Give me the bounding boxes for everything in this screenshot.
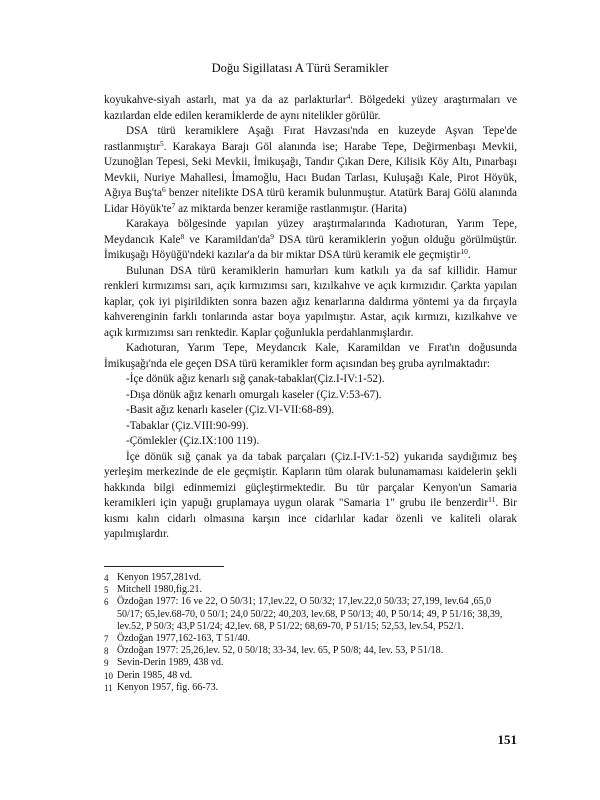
paragraph-6: [104, 450, 517, 543]
paragraph-text: İçe dönük sığ çanak ya da tabak parçaları (Çiz.I-IV:1-52) yukarıda saydığımız beş yerleşim merkezinde de ele geçmiştir. Kapların tüm olarak bulunamaması kaidelerin şekli hakkında bilgi edinmemizi güçleştirmektedir. Bu tür parçalar Kenyon'un Samaria keramikleri için yapuğı gruplamaya uygun olarak "Samaria 1" grubu ile benzerdir: [104, 450, 517, 509]
footnote-number: 9: [104, 658, 109, 669]
paragraph-3: [104, 217, 517, 264]
footnote-text: Özdoğan 1977: 16 ve 22, O 50/31; 17,lev.22, O 50/32; 17,lev.22,0 50/33; 27,199, lev.64 ,65,0 50/17; 65,lev.68-70, 0 50/1; 24,0 50/22; 40,203, lev.68, P 50/13; 40, P 50/14; 49, P 51/16; 38,39, lev.52, P 50/3; 43,P 51/24; 42,lev. 68, P 51/22; 68,69-70, P 51/15; 52,53, lev.54, P52/1.: [117, 596, 503, 632]
footnote-ref: 11: [488, 495, 496, 504]
running-header: Doğu Sigillatası A Türü Seramikler: [211, 61, 389, 75]
footnote-ref: 10: [460, 247, 468, 256]
list-item: -İçe dönük ağız kenarlı sığ çanak-tabaklar(Çiz.I-IV:1-52).: [126, 373, 385, 385]
footnote-number: 5: [104, 585, 109, 596]
paragraph-text: ve Karamildan'da: [184, 233, 271, 246]
footnote-text: Kenyon 1957,281vd.: [117, 572, 202, 583]
footnote-text: Özdoğan 1977,162-163, T 51/40.: [117, 633, 250, 645]
footnote-number: 7: [104, 634, 109, 645]
main-text: [104, 93, 517, 543]
footnote: [104, 682, 517, 694]
paragraph-2: [104, 124, 517, 217]
footnote-ref: 8: [180, 231, 185, 241]
footnote-number: 4: [104, 573, 109, 583]
paragraph-5: Kadıoturan, Yarım Tepe, Meydancık Kale, Karamildan ve Fırat'ın doğusunda İmikuşağı'nda ele geçen DSA türü keramikler form açısından beş gruba ayrılmaktadır:: [104, 342, 517, 370]
footnote-text: Kenyon 1957, fig. 66-73.: [117, 681, 219, 693]
paragraph-text: . Karakaya Barajı Göl alanında ise; Harabe Tepe, Değirmenbaşı Mevkii, Uzunoğlan Tepesi, Seki Mevkii, İmikuşağı, Tandır Çıkan Dere, Kilisik Köy Altı, Pınarbaşı Mevkii, Nuriye Mahallesi, İmamoğlu, Hacı Budan Tarlası, Kuluşağı Kale, Pirot Höyük, Ağıya Buş'ta: [104, 140, 517, 199]
footnotes: [104, 572, 517, 694]
footnote: [104, 633, 517, 645]
list-item: -Çömlekler (Çiz.IX:100 119).: [126, 435, 260, 447]
paragraph-text: .: [467, 249, 471, 261]
footnote: [104, 596, 517, 633]
paragraph-1: [104, 93, 517, 124]
list-item: -Dışa dönük ağız kenarlı omurgalı kaseler (Çiz.V:53-67).: [126, 388, 382, 401]
footnote-text: Özdoğan 1977: 25,26,lev. 52, 0 50/18; 33-34, lev. 65, P 50/8; 44, lev. 53, P 51/18.: [117, 645, 444, 657]
list-item: -Basit ağız kenarlı kaseler (Çiz.VI-VII:68-89).: [126, 404, 335, 416]
page-number: 151: [497, 732, 517, 747]
footnote-number: 6: [104, 597, 109, 608]
list-item: -Tabaklar (Çiz.VIII:90-99).: [126, 419, 249, 432]
footnote-number: 10: [104, 670, 113, 681]
footnote: [104, 670, 517, 682]
footnote: [104, 584, 517, 596]
footnote: [104, 572, 517, 584]
paragraph-text: az miktarda benzer keramiğe rastlanmıştır. (Harita): [175, 202, 407, 215]
footnote-ref: 9: [270, 231, 274, 241]
footnote-ref: 4: [346, 92, 351, 101]
footnote-text: Derin 1985, 48 vd.: [117, 669, 193, 681]
footnote-text: Sevin-Derin 1989, 438 vd.: [117, 657, 224, 669]
paragraph-text: benzer nitelikte DSA türü keramik bulunmuştur. Atatürk Baraj Gölü alanında Lidar Höyük'te: [104, 187, 517, 215]
footnote-divider: [104, 566, 224, 567]
footnote-ref: 7: [171, 200, 176, 210]
paragraph-text: DSA türü keramiklere Aşağı Fırat Havzası'nda en kuzeyde Aşvan Tepe'de rastlanmıştır: [104, 125, 517, 153]
paragraph-text: . Bir kısmı kalın cidarlı olmasına karşın ince cidarlılar kadar özenli ve kaliteli olarak yapılmışlardır.: [104, 497, 518, 540]
footnote-ref: 5: [159, 138, 164, 148]
paragraph-text: Karakaya bölgesinde yapılan yüzey araştırmalarında Kadıoturan, Yarım Tepe, Meydancık Kale: [104, 218, 517, 246]
footnote: [104, 657, 517, 669]
footnote: [104, 645, 517, 657]
footnote-number: 8: [104, 646, 109, 657]
paragraph-4: Bulunan DSA türü keramiklerin hamurları kum katkılı ya da saf killidir. Hamur renkleri kırmızımsı sarı, açık kırmızımsı sarı, kızılkahve ve açık kırmızıdır. Çarkta yapılan kaplar, çok iyi pişirildikten sonra bazen ağız kenarlarına daldırma yöntemi ya da fırçayla kahverenginin farklı tonlarında astar boya yapılmıştır. Astar, açık kırmızı, kızılkahve ve açık kırmızımsı sarı renktedir. Kaplar çoğunlukla perdahlanmışlardır.: [104, 264, 517, 339]
footnote-text: Mitchell 1980,fig.21.: [117, 584, 202, 596]
footnote-ref: 6: [162, 185, 166, 194]
paragraph-text: DSA türü keramiklerin yoğun olduğu görülmüştür. İmikuşağı Höyüğü'ndeki kazılar'a da bir miktar DSA türü keramik ele geçmiştir: [104, 233, 517, 261]
footnote-number: 11: [104, 682, 113, 693]
paragraph-text: koyukahve-siyah astarlı, mat ya da az parlakturlar: [104, 94, 347, 106]
paragraph-text: . Bölgedeki yüzey araştırmaları ve kazılardan elde edilen keramiklerde de aynı nitelikler görülür.: [104, 94, 517, 122]
